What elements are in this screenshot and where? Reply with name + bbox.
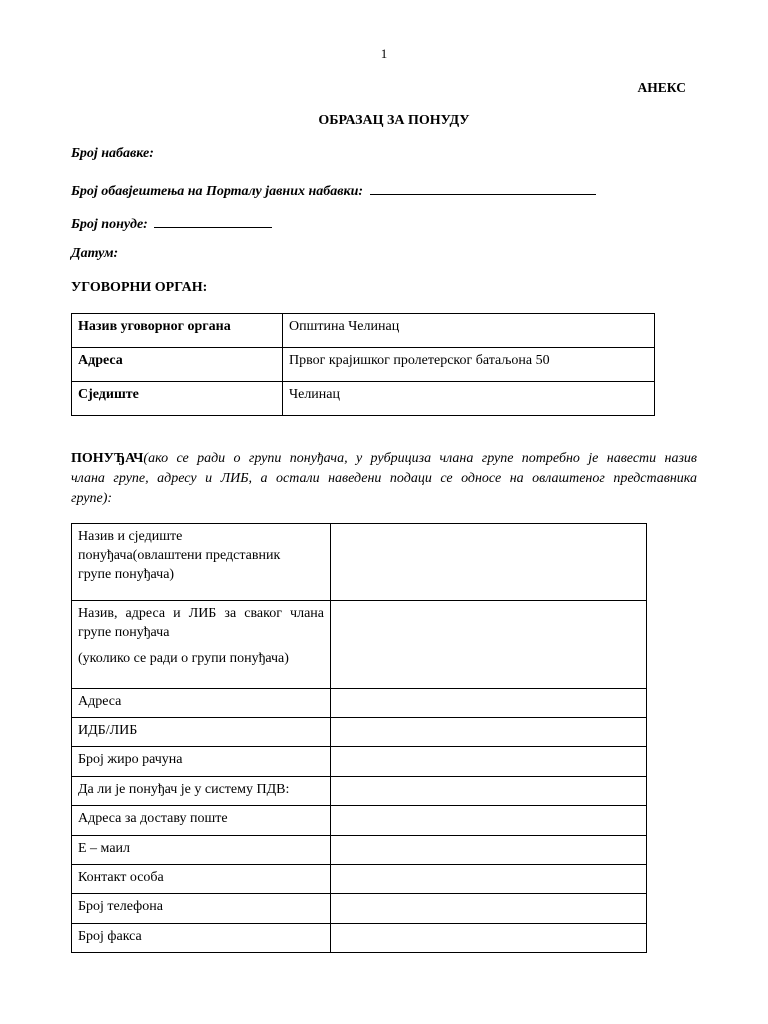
table-row	[72, 718, 647, 747]
mail-address-label: Адреса за доставу поште	[72, 806, 331, 836]
fax-input[interactable]	[331, 924, 647, 953]
page-number: 1	[380, 46, 388, 61]
authority-name-label: Назив уговорног органа	[72, 314, 283, 348]
table-row	[72, 689, 647, 718]
bidder-name-seat-input[interactable]	[331, 524, 647, 601]
phone-label: Број телефона	[72, 894, 331, 924]
group-members-label	[72, 601, 331, 689]
annex-label: АНЕКС	[637, 80, 686, 95]
group-members-line-2: групе понуђача	[78, 625, 170, 640]
vat-label: Да ли је понуђач је у систему ПДВ:	[72, 777, 331, 806]
authority-address-label: Адреса	[72, 348, 283, 382]
bid-number-label: Број понуде:	[71, 217, 148, 232]
bid-number-blank[interactable]	[154, 213, 272, 228]
bank-account-input[interactable]	[331, 747, 647, 777]
table-row	[72, 777, 647, 806]
authority-address-value: Првог крајишког пролетерског батаљона 50	[283, 348, 655, 382]
email-input[interactable]	[331, 836, 647, 865]
authority-seat-label: Сједиште	[72, 382, 283, 416]
table-row	[72, 924, 647, 953]
table-row	[72, 806, 647, 836]
idb-lib-input[interactable]	[331, 718, 647, 747]
contact-person-input[interactable]	[331, 865, 647, 894]
table-row	[72, 601, 647, 689]
table-row	[72, 865, 647, 894]
group-members-input[interactable]	[331, 601, 647, 689]
bidder-name-seat-label	[72, 524, 331, 601]
procurement-number-label: Број набавке:	[71, 146, 154, 161]
contracting-authority-heading: УГОВОРНИ ОРГАН:	[71, 280, 208, 295]
notice-number-label: Број обавјештења на Порталу јавних набавки:	[71, 184, 364, 199]
bid-number-field	[71, 213, 272, 233]
date-label: Датум:	[71, 246, 119, 261]
group-members-line-3: (уколико се ради о групи понуђача)	[78, 651, 289, 666]
table-row	[72, 314, 655, 348]
table-row	[72, 348, 655, 382]
bidder-table	[71, 523, 647, 953]
email-label: Е – маил	[72, 836, 331, 865]
bidder-intro-line-1	[71, 449, 697, 469]
idb-lib-label: ИДБ/ЛИБ	[72, 718, 331, 747]
bidder-heading: ПОНУЂАЧ	[71, 451, 144, 466]
fax-label: Број факса	[72, 924, 331, 953]
notice-number-blank[interactable]	[370, 180, 596, 195]
bidder-intro	[71, 449, 697, 509]
form-title: ОБРАЗАЦ ЗА ПОНУДУ	[318, 113, 470, 128]
phone-input[interactable]	[331, 894, 647, 924]
contact-person-label: Контакт особа	[72, 865, 331, 894]
authority-seat-value: Челинац	[283, 382, 655, 416]
table-row	[72, 382, 655, 416]
authority-name-value: Општина Челинац	[283, 314, 655, 348]
bidder-note-line-2: члана групе, адресу и ЛИБ, а остали наведени подаци се односе на овлаштеног представника	[71, 471, 697, 486]
address-label: Адреса	[72, 689, 331, 718]
contracting-authority-table	[71, 313, 655, 416]
vat-input[interactable]	[331, 777, 647, 806]
group-members-line-1: Назив, адреса и ЛИБ за сваког члана	[78, 606, 324, 621]
bidder-name-seat-line-1: Назив и сједиште	[78, 529, 183, 544]
date-field	[71, 246, 118, 262]
procurement-number-field	[71, 146, 154, 162]
bank-account-label: Број жиро рачуна	[72, 747, 331, 777]
table-row	[72, 894, 647, 924]
bidder-note-line-1: (ако се ради о групи понуђача, у рубрицизa члана групе потребно је навести назив	[143, 451, 697, 466]
bidder-name-seat-line-3: групе понуђача)	[78, 567, 175, 582]
bidder-note-line-3: групе):	[71, 491, 113, 506]
bidder-name-seat-line-2: понуђача(овлаштени представник	[78, 548, 281, 563]
table-row	[72, 747, 647, 777]
table-row	[72, 524, 647, 601]
table-row	[72, 836, 647, 865]
notice-number-field	[71, 180, 596, 200]
mail-address-input[interactable]	[331, 806, 647, 836]
address-input[interactable]	[331, 689, 647, 718]
